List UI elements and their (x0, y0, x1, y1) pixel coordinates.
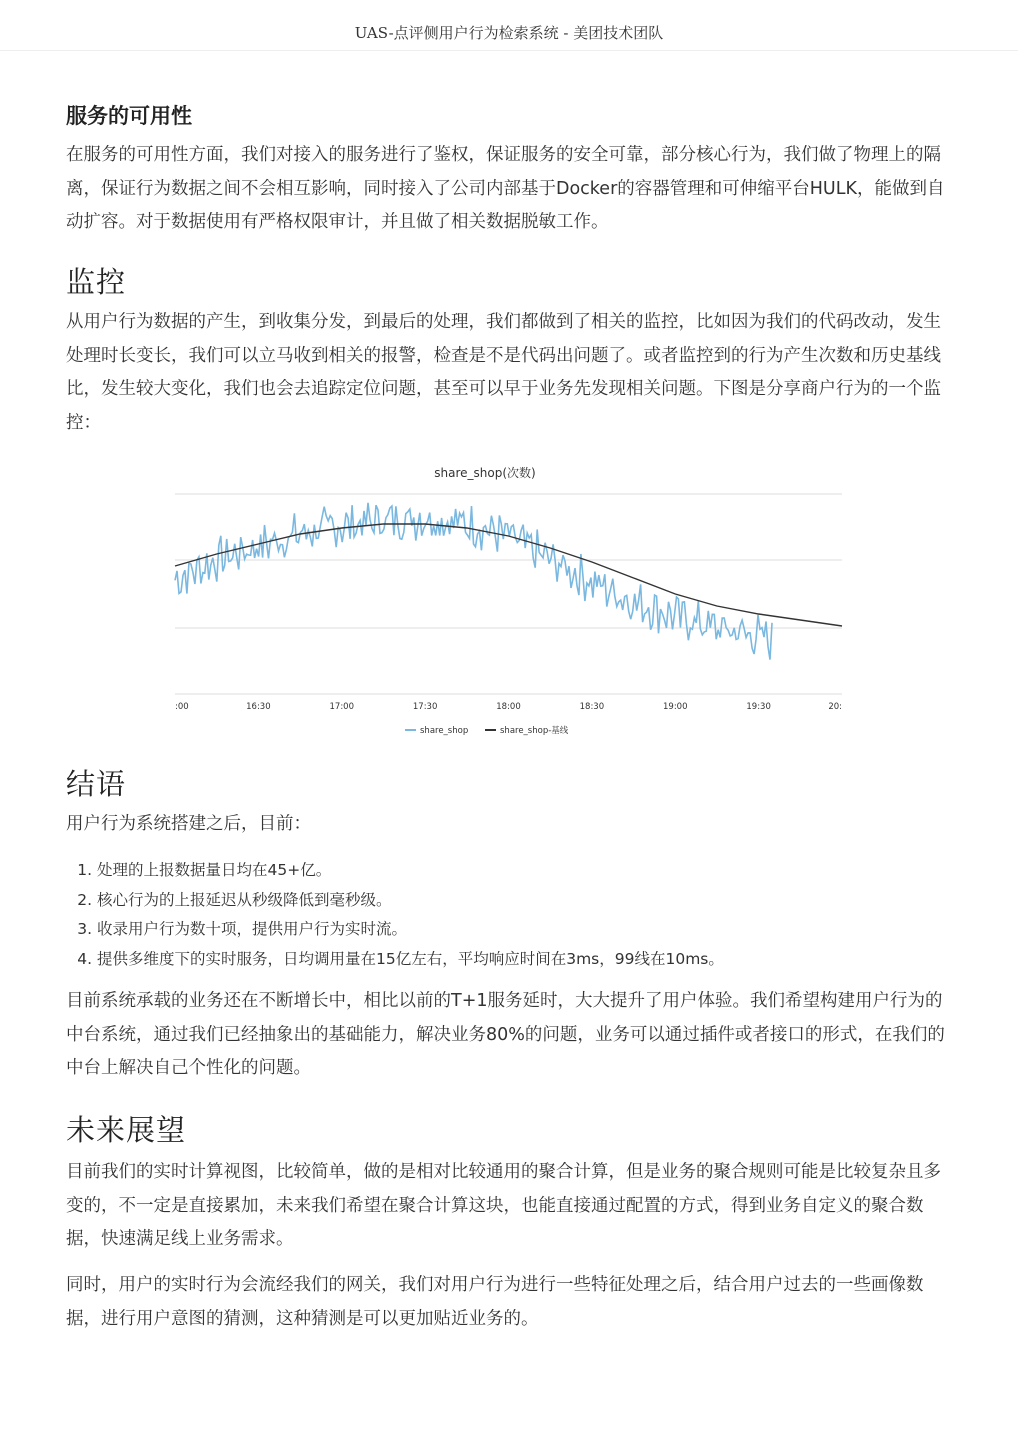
paragraph-availability: 在服务的可用性方面，我们对接入的服务进行了鉴权，保证服务的安全可靠，部分核心行为，我们做了物理上的隔离，保证行为数据之间不会相互影响，同时接入了公司内部基于Docker的容器管理和可伸缩平台HULK，能做到自动扩容。对于数据使用有严格权限审计，并且做了相关数据脱敏工作。 (66, 145, 945, 232)
list-item: 1. 处理的上报数据量日均在45+亿。 (97, 856, 952, 886)
list-item: 4. 提供多维度下的实时服务，日均调用量在15亿左右，平均响应时间在3ms，99线在10ms。 (97, 945, 952, 975)
x-tick-label: 17:00 (329, 702, 354, 712)
section-heading-availability: 服务的可用性 (66, 104, 192, 128)
x-tick-label: 19:30 (746, 702, 771, 712)
x-tick-label: 19:00 (663, 702, 688, 712)
x-tick-label: 18:00 (496, 702, 521, 712)
section-heading-conclusion: 结语 (66, 767, 127, 801)
running-header-title: UAS-点评侧用户行为检索系统 - 美团技术团队 (354, 24, 664, 42)
series-line-baseline (175, 524, 842, 626)
paragraph-future-1: 目前我们的实时计算视图，比较简单，做的是相对比较通用的聚合计算，但是业务的聚合规则可能是比较复杂且多变的，不一定是直接累加，未来我们希望在聚合计算这块，也能直接通过配置的方式，得到业务自定义的聚合数据，快速满足线上业务需求。 (66, 1162, 941, 1249)
list-item: 3. 收录用户行为数十项，提供用户行为实时流。 (97, 915, 952, 945)
section-heading-future: 未来展望 (66, 1113, 187, 1147)
legend-label: share_shop-基线 (500, 726, 569, 736)
header-divider (0, 50, 1018, 51)
share-shop-chart (110, 456, 910, 746)
chart-title: share_shop(次数) (434, 466, 536, 480)
paragraph-future-2: 同时，用户的实时行为会流经我们的网关，我们对用户行为进行一些特征处理之后，结合用户过去的一些画像数据，进行用户意图的猜测，这种猜测是可以更加贴近业务的。 (66, 1275, 924, 1329)
section-heading-monitoring: 监控 (66, 265, 127, 299)
x-tick-label: 18:30 (579, 702, 605, 712)
conclusion-list (66, 856, 952, 974)
series-line-share-shop (175, 503, 772, 660)
paragraph-monitoring: 从用户行为数据的产生，到收集分发，到最后的处理，我们都做到了相关的监控，比如因为我们的代码改动，发生处理时长变长，我们可以立马收到相关的报警，检查是不是代码出问题了。或者监控到的行为产生次数和历史基线比，发生较大变化，我们也会去追踪定位问题，甚至可以早于业务先发现相关问题。下图是分享商户行为的一个监控： (66, 312, 941, 433)
paragraph-conclusion-intro: 用户行为系统搭建之后，目前： (66, 814, 311, 834)
chart-grid (175, 494, 842, 694)
chart-x-axis (175, 702, 842, 712)
paragraph-conclusion: 目前系统承载的业务还在不断增长中，相比以前的T+1服务延时，大大提升了用户体验。我们希望构建用户行为的中台系统，通过我们已经抽象出的基础能力，解决业务80%的问题，业务可以通过插件或者接口的形式，在我们的中台上解决自己个性化的问题。 (66, 991, 945, 1078)
list-item: 2. 核心行为的上报延迟从秒级降低到毫秒级。 (97, 886, 952, 916)
x-tick-label: 17:30 (412, 702, 438, 712)
x-tick-label: 20: (828, 702, 842, 712)
chart-legend (405, 725, 569, 736)
chart-series (175, 503, 842, 660)
legend-label: share_shop (420, 726, 469, 736)
x-tick-label: 16:30 (246, 702, 271, 712)
x-tick-label: :00 (175, 702, 189, 712)
